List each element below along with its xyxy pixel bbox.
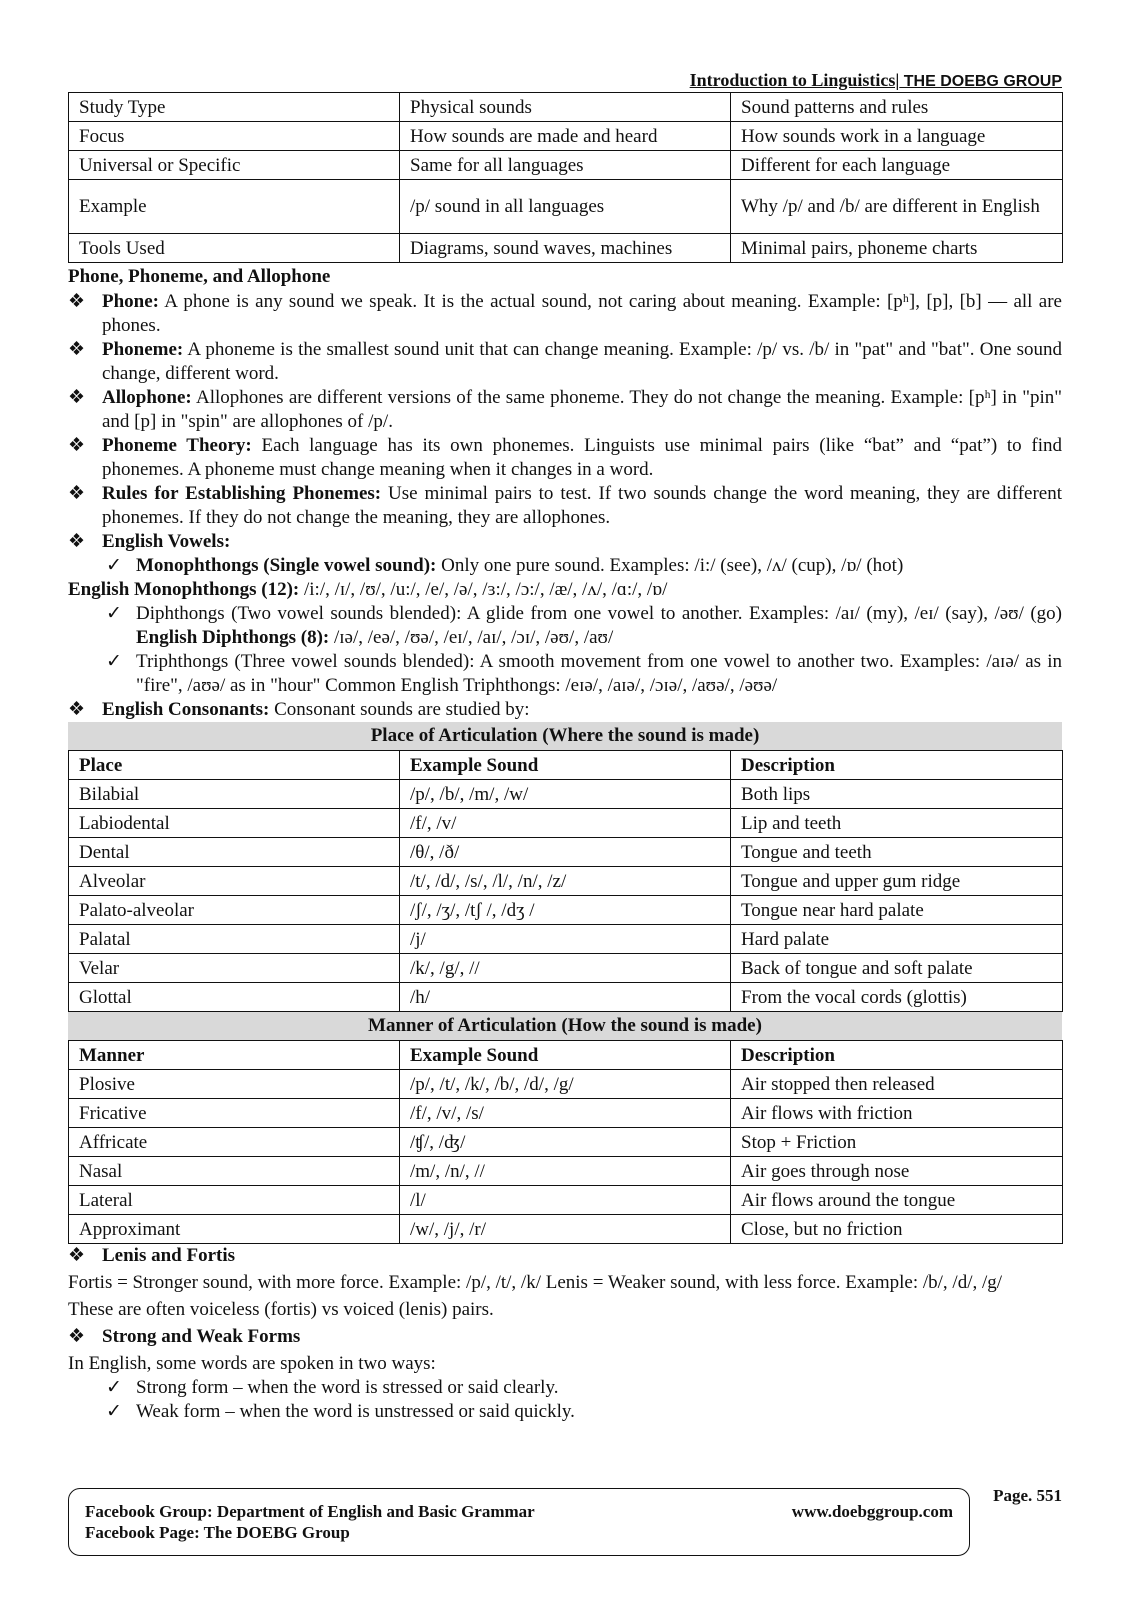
table-row: [69, 1099, 1063, 1128]
checkmark-icon: ✓: [106, 651, 122, 672]
table-cell: Both lips: [731, 780, 1063, 809]
list-item: [68, 338, 1062, 386]
table-header-row: [69, 751, 1063, 780]
column-header: Place: [69, 751, 400, 780]
definition: Triphthongs (Three vowel sounds blended): A smooth movement from one vowel to another two. Examples: /aɪə/ as in "fire", /aʊə/ as in "hour" Common English Triphthongs: /eɪə/, /aɪə/, /ɔɪə/, /aʊə/, /əʊə/: [136, 651, 1062, 696]
term: Phoneme:: [102, 339, 184, 360]
table-cell: Why /p/ and /b/ are different in English: [731, 180, 1063, 234]
place-table-title: Place of Articulation (Where the sound is made): [68, 722, 1062, 750]
list-item: [68, 1325, 1062, 1349]
list-item: [68, 530, 1062, 554]
table-cell: /ʃ/, /ʒ/, /tʃ /, /dʒ /: [400, 896, 731, 925]
table-cell: Physical sounds: [400, 93, 731, 122]
table-row: [69, 234, 1063, 263]
list-item: [68, 650, 1062, 698]
term: English Vowels:: [102, 531, 231, 552]
section-heading-phone: Phone, Phoneme, and Allophone: [68, 266, 331, 287]
list-item: [68, 290, 1062, 338]
table-row: [69, 1128, 1063, 1157]
table-cell: Labiodental: [69, 809, 400, 838]
table-cell: Stop + Friction: [731, 1128, 1063, 1157]
table-cell: /p/, /b/, /m/, /w/: [400, 780, 731, 809]
lenis-fortis-note: These are often voiceless (fortis) vs voiced (lenis) pairs.: [68, 1299, 494, 1320]
definition: Use minimal pairs to test. If two sounds change the word meaning, they are different phonemes. If they do not change the meaning, they are allophones.: [102, 483, 1062, 528]
manner-table-title: Manner of Articulation (How the sound is made): [68, 1012, 1062, 1040]
table-row: [69, 1070, 1063, 1099]
header-title: Introduction to Linguistics|: [689, 70, 900, 90]
inventory-label: English Diphthongs (8):: [136, 627, 330, 648]
table-row: [69, 93, 1063, 122]
diamond-bullet-icon: ❖: [68, 291, 86, 312]
section-heading: Strong and Weak Forms: [102, 1326, 301, 1347]
definition: A phone is any sound we speak. It is the actual sound, not caring about meaning. Example: [pʰ], [p], [b] — all are phones.: [102, 291, 1062, 336]
table-cell: /j/: [400, 925, 731, 954]
table-cell: Different for each language: [731, 151, 1063, 180]
strong-weak-intro: In English, some words are spoken in two ways:: [68, 1353, 436, 1374]
footer-social: [85, 1501, 535, 1543]
table-row: [69, 180, 1063, 234]
table-row: [69, 1186, 1063, 1215]
lenis-fortis-text: Fortis = Stronger sound, with more force. Example: /p/, /t/, /k/ Lenis = Weaker sound, with less force. Example: /b/, /d/, /g/: [68, 1272, 1003, 1293]
page-header: [68, 68, 1062, 92]
list-item: [68, 1244, 1062, 1268]
list-item: [68, 386, 1062, 434]
facebook-group-text: Facebook Group: Department of English and Basic Grammar: [85, 1502, 535, 1521]
list-item: [68, 482, 1062, 530]
table-cell: /ʧ/, /ʤ/: [400, 1128, 731, 1157]
table-cell: Minimal pairs, phoneme charts: [731, 234, 1063, 263]
inventory-values: /i:/, /ɪ/, /ʊ/, /u:/, /e/, /ə/, /ɜ:/, /ɔ:/, /æ/, /ʌ/, /ɑ:/, /ɒ/: [299, 579, 668, 600]
checkmark-icon: ✓: [106, 555, 122, 576]
monophthong-list: [68, 554, 1062, 578]
table-cell: How sounds work in a language: [731, 122, 1063, 151]
table-row: [69, 896, 1063, 925]
column-header: Description: [731, 751, 1063, 780]
list-item: [68, 434, 1062, 482]
table-cell: Bilabial: [69, 780, 400, 809]
table-cell: Tongue and teeth: [731, 838, 1063, 867]
checkmark-icon: ✓: [106, 1401, 122, 1422]
table-row: [69, 780, 1063, 809]
term: Phone:: [102, 291, 159, 312]
manner-of-articulation-table: [68, 1040, 1063, 1244]
table-cell: Plosive: [69, 1070, 400, 1099]
definition: Weak form – when the word is unstressed or said quickly.: [136, 1401, 575, 1422]
table-cell: Universal or Specific: [69, 151, 400, 180]
table-row: [69, 838, 1063, 867]
table-cell: Diagrams, sound waves, machines: [400, 234, 731, 263]
table-cell: Air stopped then released: [731, 1070, 1063, 1099]
table-cell: /w/, /j/, /r/: [400, 1215, 731, 1244]
phone-definition-list: [68, 290, 1062, 554]
table-row: [69, 1157, 1063, 1186]
diamond-bullet-icon: ❖: [68, 699, 86, 720]
list-item: [68, 554, 1062, 578]
table-cell: Dental: [69, 838, 400, 867]
table-cell: Glottal: [69, 983, 400, 1012]
inventory-label: English Monophthongs (12):: [68, 579, 300, 600]
consonant-list: [68, 698, 1062, 722]
table-row: [69, 1215, 1063, 1244]
diamond-bullet-icon: ❖: [68, 531, 86, 552]
table-row: [69, 954, 1063, 983]
table-cell: Tools Used: [69, 234, 400, 263]
diamond-bullet-icon: ❖: [68, 483, 86, 504]
table-cell: /p/, /t/, /k/, /b/, /d/, /g/: [400, 1070, 731, 1099]
diamond-bullet-icon: ❖: [68, 339, 86, 360]
definition: Diphthongs (Two vowel sounds blended): A glide from one vowel to another. Examples: /aɪ/ (my), /eɪ/ (say), /əʊ/ (go): [136, 603, 1062, 624]
checkmark-icon: ✓: [106, 1377, 122, 1398]
monophthong-inventory: [68, 578, 1062, 602]
column-header: Description: [731, 1041, 1063, 1070]
diamond-bullet-icon: ❖: [68, 387, 86, 408]
facebook-page-text: Facebook Page: The DOEBG Group: [85, 1523, 350, 1542]
definition: Allophones are different versions of the same phoneme. They do not change the meaning. Example: [pʰ] in "pin" and [p] in "spin" are allophones of /p/.: [102, 387, 1062, 432]
definition: Strong form – when the word is stressed or said clearly.: [136, 1377, 559, 1398]
diamond-bullet-icon: ❖: [68, 1245, 86, 1266]
table-cell: Hard palate: [731, 925, 1063, 954]
table-cell: /f/, /v/: [400, 809, 731, 838]
list-item: [68, 1376, 1062, 1400]
table-cell: Air flows around the tongue: [731, 1186, 1063, 1215]
table-cell: Approximant: [69, 1215, 400, 1244]
table-row: [69, 122, 1063, 151]
list-item: [68, 1400, 1062, 1424]
definition: Only one pure sound. Examples: /i:/ (see), /ʌ/ (cup), /ɒ/ (hot): [436, 555, 904, 576]
table-cell: Velar: [69, 954, 400, 983]
table-cell: From the vocal cords (glottis): [731, 983, 1063, 1012]
strong-weak-list: [68, 1376, 1062, 1424]
table-cell: Back of tongue and soft palate: [731, 954, 1063, 983]
table-row: [69, 809, 1063, 838]
website-link[interactable]: www.doebggroup.com: [791, 1502, 953, 1521]
table-cell: Example: [69, 180, 400, 234]
table-cell: /k/, /g/, //: [400, 954, 731, 983]
place-of-articulation-table: [68, 750, 1063, 1012]
table-cell: How sounds are made and heard: [400, 122, 731, 151]
table-cell: /l/: [400, 1186, 731, 1215]
inventory-values: /ɪə/, /eə/, /ʊə/, /eɪ/, /aɪ/, /ɔɪ/, /əʊ/, /aʊ/: [329, 627, 614, 648]
column-header: Manner: [69, 1041, 400, 1070]
checkmark-icon: ✓: [106, 603, 122, 624]
table-cell: /m/, /n/, //: [400, 1157, 731, 1186]
term: Monophthongs (Single vowel sound):: [136, 555, 437, 576]
table-cell: Sound patterns and rules: [731, 93, 1063, 122]
table-row: [69, 151, 1063, 180]
comparison-table: [68, 92, 1063, 263]
table-header-row: [69, 1041, 1063, 1070]
table-cell: Same for all languages: [400, 151, 731, 180]
list-item: [68, 602, 1062, 650]
table-cell: Lateral: [69, 1186, 400, 1215]
table-cell: Palatal: [69, 925, 400, 954]
column-header: Example Sound: [400, 751, 731, 780]
table-cell: /f/, /v/, /s/: [400, 1099, 731, 1128]
table-row: [69, 983, 1063, 1012]
table-cell: Close, but no friction: [731, 1215, 1063, 1244]
table-cell: /h/: [400, 983, 731, 1012]
table-cell: Tongue and upper gum ridge: [731, 867, 1063, 896]
table-cell: /p/ sound in all languages: [400, 180, 731, 234]
strong-weak-heading: [68, 1325, 1062, 1349]
table-cell: /t/, /d/, /s/, /l/, /n/, /z/: [400, 867, 731, 896]
table-cell: Air goes through nose: [731, 1157, 1063, 1186]
term: Allophone:: [102, 387, 192, 408]
table-cell: Focus: [69, 122, 400, 151]
diamond-bullet-icon: ❖: [68, 435, 86, 456]
section-heading: Lenis and Fortis: [102, 1245, 236, 1266]
table-cell: /θ/, /ð/: [400, 838, 731, 867]
definition: Each language has its own phonemes. Linguists use minimal pairs (like “bat” and “pat”) to find phonemes. A phoneme must change meaning when it changes in a word.: [102, 435, 1062, 480]
page-footer: [68, 1488, 970, 1556]
table-cell: Air flows with friction: [731, 1099, 1063, 1128]
definition: Consonant sounds are studied by:: [269, 699, 530, 720]
table-cell: Affricate: [69, 1128, 400, 1157]
page-content: [68, 68, 1062, 1424]
table-row: [69, 925, 1063, 954]
table-cell: Nasal: [69, 1157, 400, 1186]
table-cell: Study Type: [69, 93, 400, 122]
lenis-fortis-heading: [68, 1244, 1062, 1268]
term: English Consonants:: [102, 699, 270, 720]
table-cell: Tongue near hard palate: [731, 896, 1063, 925]
page-number: Page. 551: [993, 1486, 1062, 1505]
table-cell: Alveolar: [69, 867, 400, 896]
table-cell: Fricative: [69, 1099, 400, 1128]
table-row: [69, 867, 1063, 896]
column-header: Example Sound: [400, 1041, 731, 1070]
term: Rules for Establishing Phonemes:: [102, 483, 382, 504]
diamond-bullet-icon: ❖: [68, 1326, 86, 1347]
diphthong-triphthong-list: [68, 602, 1062, 698]
header-group: THE DOEBG GROUP: [899, 73, 1062, 90]
table-cell: Lip and teeth: [731, 809, 1063, 838]
list-item: [68, 698, 1062, 722]
definition: A phoneme is the smallest sound unit that can change meaning. Example: /p/ vs. /b/ in "pat" and "bat". One sound change, different word.: [102, 339, 1062, 384]
term: Phoneme Theory:: [102, 435, 252, 456]
table-cell: Palato-alveolar: [69, 896, 400, 925]
